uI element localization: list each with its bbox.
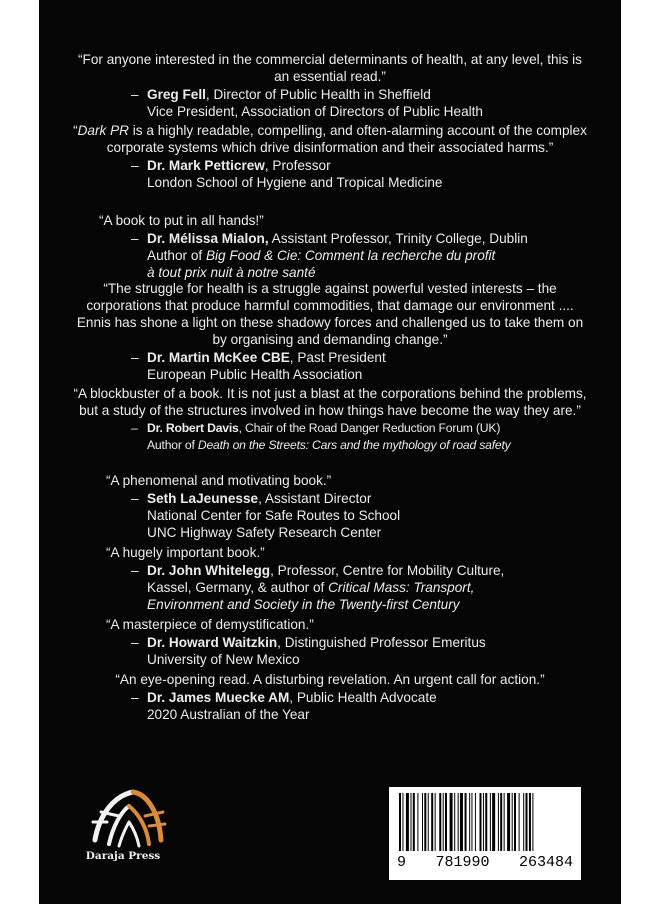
blurb-attribution: – Dr. John Whitelegg, Professor, Centre for Mobility Culture, Kassel, Germany, & author of Critical Mass: Transport, Environment and Society in the Twenty-first Century: [131, 563, 505, 612]
dash: –: [131, 635, 139, 650]
author-title: Assistant Professor, Trinity College, Dublin: [268, 231, 528, 246]
author-title: , Assistant Director: [258, 491, 372, 506]
author-name: Greg Fell: [147, 87, 206, 102]
dash: –: [131, 690, 139, 705]
blurb-attribution: – Dr. Robert Davis, Chair of the Road Danger Reduction Forum (UK) Author of Death on the Streets: Cars and the mythology of road safety: [131, 421, 511, 452]
author-title: , Director of Public Health in Sheffield: [205, 87, 431, 102]
author-affiliation: National Center for Safe Routes to School: [147, 508, 401, 523]
blurb-quote: “Dark PR is a highly readable, compelling, and often-alarming account of the complex corporate systems which drive disinformation and their associated harms.”: [73, 123, 587, 155]
barcode-bar: [504, 793, 505, 851]
blurb-quote: “A phenomenal and motivating book.”: [106, 473, 332, 488]
book-title: Dark PR: [77, 123, 129, 138]
barcode-bar: [428, 793, 429, 851]
author-name: Dr. Howard Waitzkin: [147, 635, 278, 650]
barcode-bar: [514, 793, 516, 851]
author-affiliation: European Public Health Association: [147, 367, 363, 382]
author-name: Dr. James Muecke AM: [147, 690, 290, 705]
barcode-bar: [460, 793, 463, 851]
author-title: , Distinguished Professor Emeritus: [277, 635, 486, 650]
book-title-cont: Environment and Society in the Twenty-first Century: [147, 597, 460, 612]
book-title-cont: à tout prix nuit à notre santé: [147, 265, 316, 280]
dash: –: [131, 563, 139, 578]
book-title: Big Food & Cie: Comment la recherche du profit: [205, 248, 496, 263]
barcode-bar: [471, 793, 472, 851]
author-affiliation: London School of Hygiene and Tropical Medicine: [147, 175, 443, 190]
blurb-quote: “A masterpiece of demystification.”: [106, 617, 314, 632]
author-name: Dr. Robert Davis: [147, 421, 239, 435]
blurb-john-whitelegg: [39, 544, 621, 613]
barcode-bar: [458, 793, 459, 851]
blurb-seth-lajeunesse: [39, 472, 621, 541]
dash: –: [131, 491, 139, 506]
barcode-bar: [465, 793, 467, 851]
barcode-bar: [411, 793, 412, 851]
book-title: Death on the Streets: Cars and the mythology of road safety: [197, 438, 511, 452]
author-affiliation-2: UNC Highway Safety Research Center: [147, 525, 382, 540]
isbn-digit-group-2: 263484: [518, 854, 573, 871]
author-title: , Chair of the Road Danger Reduction Forum (UK): [238, 421, 501, 435]
author-affiliation: 2020 Australian of the Year: [147, 707, 310, 722]
barcode-bar: [498, 793, 499, 851]
publisher-name: Daraja Press: [85, 850, 161, 862]
author-title: , Professor: [264, 158, 331, 173]
blurb-attribution: – Dr. Mélissa Mialon, Assistant Professor, Trinity College, Dublin Author of Big Food & Cie: Comment la recherche du profit à tout prix nuit à notre santé: [131, 231, 528, 280]
barcode-bar: [431, 793, 433, 851]
barcode-bar: [413, 793, 415, 851]
barcode-bar: [523, 793, 524, 851]
author-title: , Professor, Centre for Mobility Culture,: [270, 563, 505, 578]
blurb-robert-davis: [39, 385, 621, 454]
author-title: , Public Health Advocate: [289, 690, 437, 705]
barcode-bar: [399, 793, 401, 851]
blurb-quote: “A book to put in all hands!”: [99, 213, 264, 228]
book-title: Critical Mass: Transport,: [328, 580, 475, 595]
dash: –: [131, 87, 139, 102]
blurb-attribution: [39, 86, 621, 120]
blurb-howard-waitzkin: [39, 616, 621, 668]
blurb-attribution: [39, 349, 621, 383]
barcode-bars: [397, 793, 573, 851]
barcode-bar: [417, 793, 418, 851]
blurb-attribution: [39, 689, 621, 723]
barcode-bar: [529, 793, 531, 851]
author-name: Dr. Martin McKee CBE: [147, 350, 290, 365]
dash: –: [131, 231, 139, 246]
barcode-bar: [450, 793, 453, 851]
dash: –: [131, 421, 138, 435]
blurb-quote: “A blockbuster of a book. It is not just a blast at the corporations behind the problems, but a study of the structures involved in how things have become the way they are.”: [73, 386, 587, 418]
isbn-digit-group-1: 781990: [435, 854, 490, 871]
author-affiliation: Vice President, Association of Directors of Public Health: [147, 104, 483, 119]
blurb-quote: “An eye-opening read. A disturbing revelation. An urgent call for action.”: [115, 672, 545, 687]
barcode-bar: [519, 793, 520, 851]
isbn-number: [389, 854, 581, 871]
barcode-bar: [500, 793, 502, 851]
isbn-digit-prefix: 9: [397, 854, 407, 871]
barcode-bar: [454, 793, 455, 851]
barcode-bar: [439, 793, 441, 851]
author-title: , Past President: [289, 350, 386, 365]
author-name: Dr. Mark Petticrew: [147, 158, 265, 173]
blurb-james-muecke: [39, 671, 621, 723]
back-cover: [39, 0, 621, 904]
dash: –: [131, 158, 139, 173]
barcode-bar: [485, 793, 487, 851]
isbn-barcode: [389, 787, 581, 880]
barcode-bar: [490, 793, 491, 851]
blurb-quote: “A hugely important book.”: [106, 545, 265, 560]
blurb-greg-fell: [39, 51, 621, 120]
blurb-quote: “For anyone interested in the commercial determinants of health, at any level, this is an essential read.”: [78, 52, 582, 84]
barcode-bar: [492, 793, 495, 851]
barcode-bar: [445, 793, 447, 851]
barcode-bar: [406, 793, 409, 851]
barcode-bar: [435, 793, 436, 851]
author-name: Dr. John Whitelegg: [147, 563, 271, 578]
barcode-bar: [480, 793, 482, 851]
barcode-bar: [512, 793, 513, 851]
author-affiliation: University of New Mexico: [147, 652, 300, 667]
blurb-quote: “The struggle for health is a struggle against powerful vested interests – the corporations that produce harmful commodities, that damage our environment .... Ennis has shone a light on these shadowy forces and challenged us to take them on by organising and demanding change.”: [76, 281, 584, 347]
barcode-bar: [526, 793, 528, 851]
blurb-melissa-mialon: [39, 212, 621, 281]
blurb-martin-mckee: [39, 280, 621, 383]
barcode-bar: [402, 793, 403, 851]
blurb-attribution: [39, 634, 621, 668]
barcode-bar: [443, 793, 444, 851]
barcode-bar: [532, 793, 533, 851]
barcode-bar: [483, 793, 484, 851]
barcode-bar: [422, 793, 423, 851]
blurb-attribution: [39, 157, 621, 191]
blurb-attribution: [39, 490, 621, 541]
barcode-bar: [424, 793, 426, 851]
barcode-bar: [475, 793, 476, 851]
dash: –: [131, 350, 139, 365]
blurb-mark-petticrew: [39, 122, 621, 191]
author-name: Dr. Mélissa Mialon,: [147, 231, 269, 246]
barcode-bar: [469, 793, 470, 851]
barcode-bar: [507, 793, 510, 851]
author-name: Seth LaJeunesse: [147, 491, 259, 506]
